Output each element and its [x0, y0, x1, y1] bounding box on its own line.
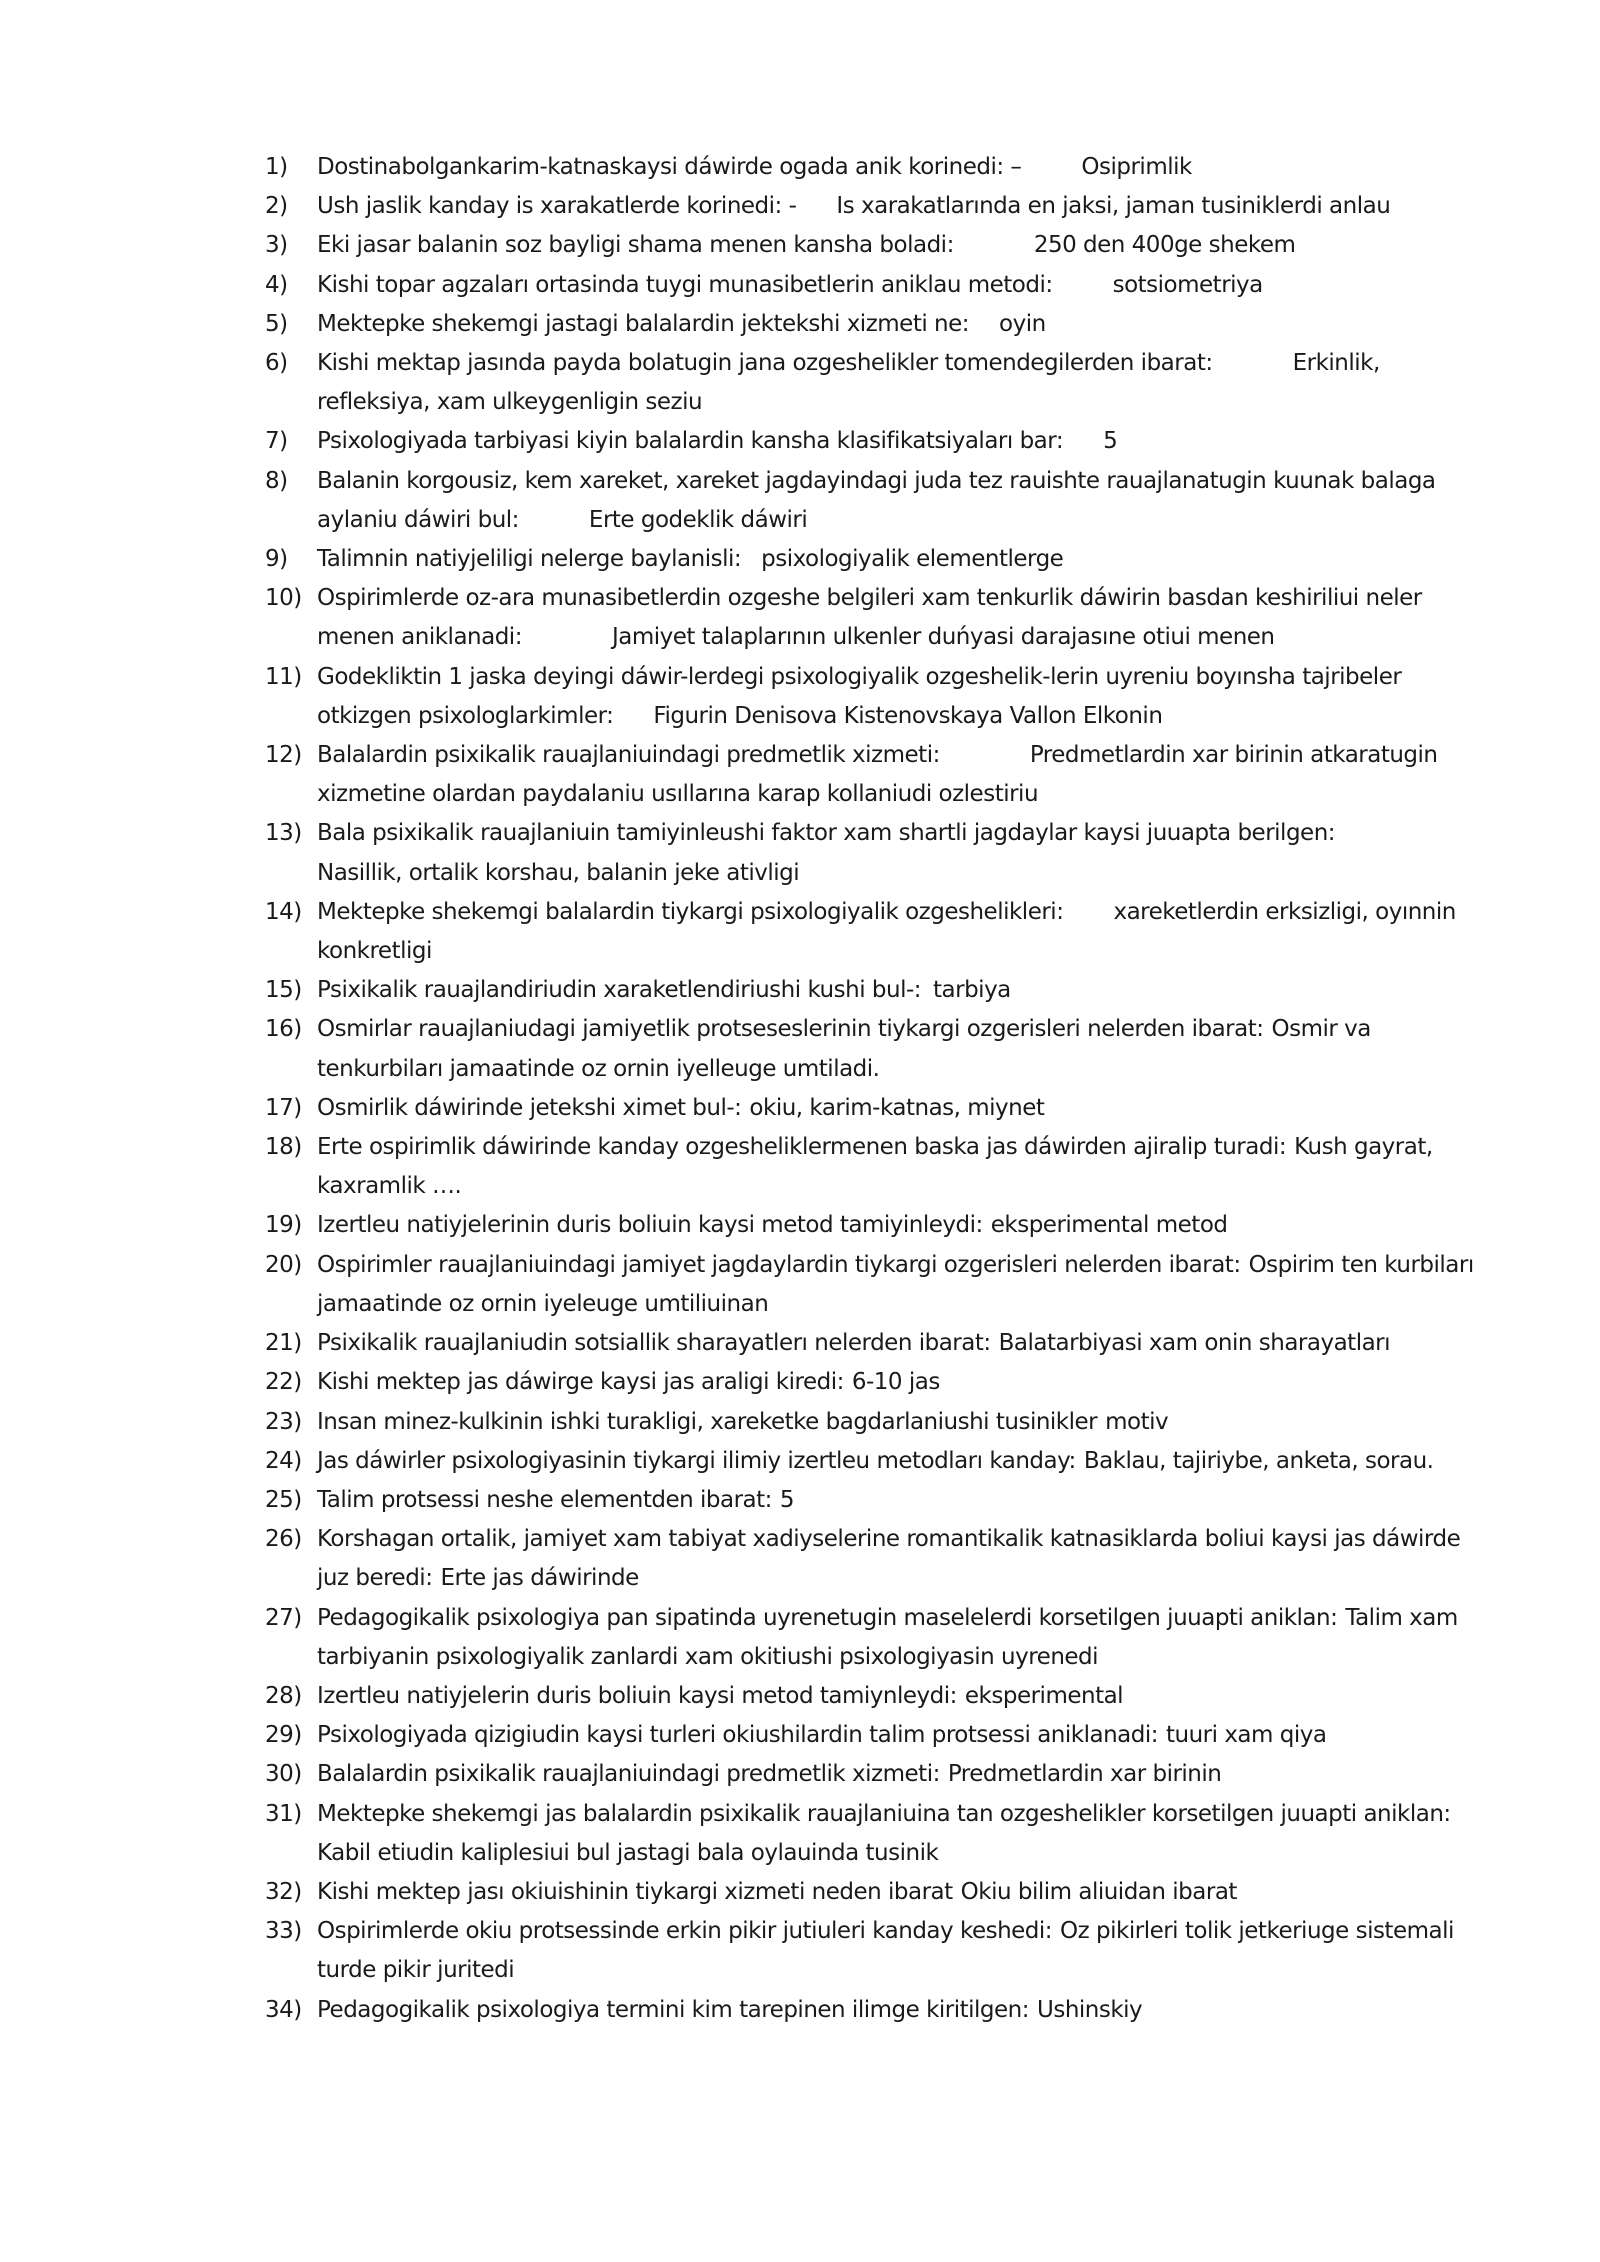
question-item — [265, 1912, 1490, 1990]
answer-text: tuuri xam qiya — [1165, 1722, 1327, 1749]
answer-text: Osiprimlik — [1081, 154, 1192, 180]
question-number: 19) — [265, 1212, 302, 1239]
question-text: Osmirlik dáwirinde jetekshi ximet bul-: — [317, 1094, 742, 1121]
answer-text: 5 — [1103, 428, 1118, 455]
answer-text: Predmetlardin xar birinin — [947, 1761, 1222, 1788]
question-item — [265, 540, 1490, 579]
question-number: 2) — [265, 193, 288, 220]
answer-text: xareketlerdin erksizligi, oyınnin konkretligi — [317, 898, 1456, 965]
question-number: 20) — [265, 1251, 302, 1278]
question-number: 12) — [265, 742, 302, 769]
question-item — [265, 226, 1490, 265]
question-number: 5) — [265, 310, 288, 337]
question-item — [265, 1991, 1490, 2030]
question-text: Balalardin psixikalik rauajlaniuindagi predmetlik xizmeti: — [317, 1761, 940, 1788]
question-text: Godekliktin 1 jaska deyingi dáwir-lerdegi psixologiyalik ozgeshelik-lerin uyreniu boyınsha tajribeler otkizgen psixologlarkimler: — [317, 663, 1402, 729]
answer-text: Osmir va tenkurbiları jamaatinde oz ornin iyelleuge umtiladi. — [317, 1016, 1371, 1082]
question-text: Dostinabolgankarim-katnaskaysi dáwirde ogada anik korinedi: – — [317, 154, 1022, 180]
question-text: Mektepke shekemgi jas balalardin psixikalik rauajlaniuina tan ozgeshelikler korsetilgen juuapti aniklan: — [317, 1800, 1451, 1827]
answer-text: Oz pikirleri tolik jetkeriuge sistemali turde pikir juritedi — [317, 1918, 1454, 1984]
question-number: 13) — [265, 820, 302, 847]
answer-text: Talim xam tarbiyanin psixologiyalik zanlardi xam okitiushi psixologiyasin uyrenedi — [317, 1604, 1458, 1670]
question-text: Pedagogikalik psixologiya termini kim tarepinen ilimge kiritilgen: — [317, 1996, 1029, 2023]
answer-text: Predmetlardin xar birinin atkaratugin xizmetine olardan paydalaniu usıllarına karap kollaniudi ozlestiriu — [317, 742, 1438, 808]
question-item — [265, 1403, 1490, 1442]
question-item — [265, 1716, 1490, 1755]
answer-text: 6-10 jas — [851, 1369, 940, 1396]
answer-text: Ospirim ten kurbiları jamaatinde oz ornin iyeleuge umtiliuinan — [317, 1251, 1474, 1317]
question-number: 16) — [265, 1016, 302, 1043]
question-item — [265, 1089, 1490, 1128]
question-number: 11) — [265, 663, 302, 690]
question-item — [265, 148, 1490, 187]
answer-text: okiu, karim-katnas, miynet — [749, 1094, 1045, 1121]
question-number: 26) — [265, 1526, 302, 1553]
question-item — [265, 1442, 1490, 1481]
question-number: 21) — [265, 1330, 302, 1357]
question-number: 27) — [265, 1604, 302, 1631]
question-list — [265, 148, 1490, 2030]
question-text: Ospirimlerde okiu protsessinde erkin pikir jutiuleri kanday keshedi: — [317, 1918, 1053, 1945]
question-text: Erte ospirimlik dáwirinde kanday ozgesheliklermenen baska jas dáwirden ajiralip turadi: — [317, 1134, 1287, 1161]
question-text: Osmirlar rauajlaniudagi jamiyetlik protseseslerinin tiykargi ozgerisleri nelerden ibarat: — [317, 1016, 1264, 1043]
answer-text: Is xarakatlarında en jaksi, jaman tusiniklerdi anlau — [836, 193, 1391, 220]
question-number: 1) — [265, 154, 288, 180]
question-item — [265, 1677, 1490, 1716]
answer-text: Okiu bilim aliuidan ibarat — [960, 1878, 1237, 1905]
question-item — [265, 1324, 1490, 1363]
question-item — [265, 1599, 1490, 1677]
question-text: Kishi topar agzaları ortasinda tuygi munasibetlerin aniklau metodi: — [317, 271, 1053, 298]
question-number: 4) — [265, 271, 288, 298]
question-text: Jas dáwirler psixologiyasinin tiykargi ilimiy izertleu metodları kanday: — [317, 1447, 1076, 1474]
question-text: Psixikalik rauajlandiriudin xaraketlendiriushi kushi bul-: — [317, 977, 922, 1004]
answer-text: Kush gayrat, kaxramlik …. — [317, 1134, 1433, 1200]
question-text: Psixikalik rauajlaniudin sotsiallik sharayatlerı nelerden ibarat: — [317, 1330, 991, 1357]
question-item — [265, 814, 1490, 892]
question-text: Kishi mektep jas dáwirge kaysi jas araligi kiredi: — [317, 1369, 844, 1396]
question-number: 25) — [265, 1486, 302, 1513]
answer-text: eksperimental — [964, 1682, 1124, 1709]
question-item — [265, 266, 1490, 305]
question-number: 28) — [265, 1682, 302, 1709]
question-item — [265, 658, 1490, 736]
question-text: Ush jaslik kanday is xarakatlerde korinedi: - — [317, 193, 797, 220]
question-text: Talim protsessi neshe elementden ibarat: — [317, 1486, 772, 1513]
question-item — [265, 736, 1490, 814]
answer-text: Nasillik, ortalik korshau, balanin jeke ativligi — [317, 859, 800, 886]
question-number: 15) — [265, 977, 302, 1004]
question-number: 30) — [265, 1761, 302, 1788]
question-text: Balalardin psixikalik rauajlaniuindagi predmetlik xizmeti: — [317, 742, 940, 769]
question-item — [265, 1795, 1490, 1873]
question-text: Balanin korgousiz, kem xareket, xareket jagdayindagi juda tez rauishte rauajlanatugin kuunak balaga aylaniu dáwiri bul: — [317, 467, 1436, 533]
question-number: 33) — [265, 1918, 302, 1945]
question-text: Mektepke shekemgi balalardin tiykargi psixologiyalik ozgeshelikleri: — [317, 898, 1064, 925]
question-item — [265, 1873, 1490, 1912]
answer-text: Ushinskiy — [1037, 1996, 1143, 2023]
question-text: Kishi mektep jası okiuishinin tiykargi xizmeti neden ibarat — [317, 1878, 953, 1905]
question-item — [265, 344, 1490, 422]
answer-text: Jamiyet talaplarının ulkenler duńyasi darajasıne otiui menen — [611, 624, 1275, 651]
question-item — [265, 1128, 1490, 1206]
question-text: Kishi mektap jasında payda bolatugin jana ozgeshelikler tomendegilerden ibarat: — [317, 350, 1213, 377]
question-item — [265, 305, 1490, 344]
answer-text: 250 den 400ge shekem — [1033, 232, 1296, 259]
question-text: Ospirimler rauajlaniuindagi jamiyet jagdaylardin tiykargi ozgerisleri nelerden ibarat: — [317, 1251, 1241, 1278]
answer-text: Erte jas dáwirinde — [440, 1565, 639, 1592]
question-item — [265, 579, 1490, 657]
question-number: 31) — [265, 1800, 302, 1827]
question-text: Psixologiyada qizigiudin kaysi turleri okiushilardin talim protsessi aniklanadi: — [317, 1722, 1158, 1749]
question-item — [265, 971, 1490, 1010]
question-text: Insan minez-kulkinin ishki turakligi, xareketke bagdarlaniushi tusinikler — [317, 1408, 1098, 1435]
question-number: 32) — [265, 1878, 302, 1905]
question-number: 6) — [265, 350, 288, 377]
question-number: 10) — [265, 585, 302, 612]
question-number: 34) — [265, 1996, 302, 2023]
answer-text: Erkinlik, refleksiya, xam ulkeygenligin seziu — [317, 350, 1380, 416]
answer-text: Balatarbiyasi xam onin sharayatları — [998, 1330, 1391, 1357]
answer-text: Figurin Denisova Kistenovskaya Vallon Elkonin — [653, 702, 1163, 729]
question-number: 14) — [265, 898, 302, 925]
question-item — [265, 1755, 1490, 1794]
question-number: 3) — [265, 232, 288, 259]
answer-text: 5 — [779, 1486, 795, 1513]
question-number: 24) — [265, 1447, 302, 1474]
question-item — [265, 1520, 1490, 1598]
question-text: Mektepke shekemgi jastagi balalardin jektekshi xizmeti ne: — [317, 310, 970, 337]
question-item — [265, 1206, 1490, 1245]
question-item — [265, 462, 1490, 540]
question-number: 23) — [265, 1408, 302, 1435]
question-item — [265, 1246, 1490, 1324]
question-text: Izertleu natiyjelerin duris boliuin kaysi metod tamiynleydi: — [317, 1682, 957, 1709]
question-text: Bala psixikalik rauajlaniuin tamiyinleushi faktor xam shartli jagdaylar kaysi juuapta berilgen: — [317, 820, 1336, 847]
answer-text: motiv — [1105, 1408, 1169, 1435]
answer-text: sotsiometriya — [1112, 271, 1263, 298]
question-number: 9) — [265, 546, 288, 573]
answer-text: Kabil etiudin kaliplesiui bul jastagi bala oylauinda tusinik — [317, 1839, 939, 1866]
answer-text: Erte godeklik dáwiri — [588, 506, 808, 533]
question-item — [265, 187, 1490, 226]
answer-text: tarbiya — [933, 977, 1011, 1004]
question-item — [265, 422, 1490, 461]
question-item — [265, 893, 1490, 971]
question-text: Izertleu natiyjelerinin duris boliuin kaysi metod tamiyinleydi: — [317, 1212, 983, 1239]
question-item — [265, 1010, 1490, 1088]
question-number: 22) — [265, 1369, 302, 1396]
answer-text: Baklau, tajiriybe, anketa, sorau. — [1083, 1447, 1434, 1474]
answer-text: psixologiyalik elementlerge — [761, 546, 1064, 573]
question-item — [265, 1363, 1490, 1402]
question-number: 17) — [265, 1094, 302, 1121]
question-text: Talimnin natiyjeliligi nelerge baylanisli: — [317, 546, 742, 573]
answer-text: oyin — [999, 310, 1046, 337]
question-number: 8) — [265, 467, 288, 494]
question-text: Pedagogikalik psixologiya pan sipatinda uyrenetugin maselelerdi korsetilgen juuapti aniklan: — [317, 1604, 1338, 1631]
question-text: Psixologiyada tarbiyasi kiyin balalardin kansha klasifikatsiyaları bar: — [317, 428, 1064, 455]
question-text: Eki jasar balanin soz bayligi shama menen kansha boladi: — [317, 232, 954, 259]
question-text: Ospirimlerde oz-ara munasibetlerdin ozgeshe belgileri xam tenkurlik dáwirin basdan keshiriliui neler menen aniklanadi: — [317, 585, 1422, 651]
question-number: 18) — [265, 1134, 302, 1161]
answer-text: eksperimental metod — [990, 1212, 1228, 1239]
question-item — [265, 1481, 1490, 1520]
question-number: 29) — [265, 1722, 302, 1749]
question-text: Korshagan ortalik, jamiyet xam tabiyat xadiyselerine romantikalik katnasiklarda boliui kaysi jas dáwirde juz beredi: — [317, 1526, 1461, 1592]
question-number: 7) — [265, 428, 288, 455]
